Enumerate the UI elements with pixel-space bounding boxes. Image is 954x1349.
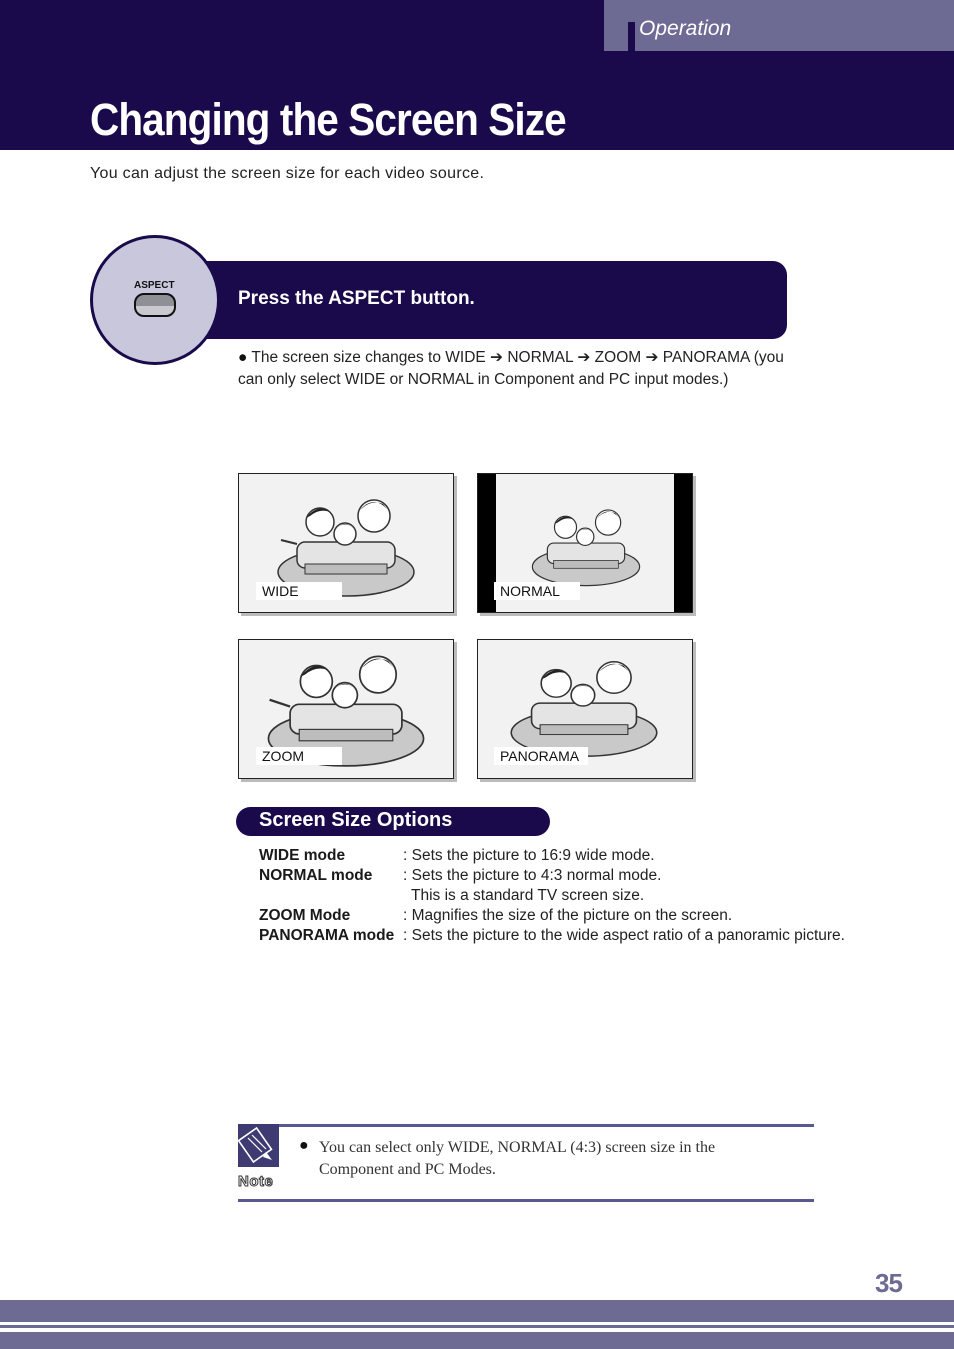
option-row [259, 907, 732, 925]
option-desc: : Sets the picture to 16:9 wide mode. [403, 847, 655, 864]
option-mode: ZOOM Mode [259, 907, 351, 924]
option-desc: : Sets the picture to 4:3 normal mode. [403, 867, 662, 884]
section-tab-marker [628, 22, 635, 51]
note-text [299, 1137, 769, 1181]
option-mode: NORMAL mode [259, 867, 373, 884]
thumbnail-label: ZOOM [256, 747, 342, 765]
option-row [259, 867, 661, 885]
page-title: Changing the Screen Size [90, 94, 566, 145]
option-row [259, 927, 845, 945]
thumbnail-label: WIDE [256, 582, 342, 600]
thumbnail-normal [477, 473, 693, 613]
bullet-icon: ● [299, 1137, 309, 1154]
option-desc: This is a standard TV screen size. [411, 887, 645, 904]
thumbnail-wide [238, 473, 454, 613]
option-desc: : Sets the picture to the wide aspect ratio of a panoramic picture. [403, 927, 845, 944]
note-label: Note [238, 1173, 274, 1190]
intro-text: You can adjust the screen size for each video source. [90, 165, 485, 182]
thumbnail-panorama [477, 639, 693, 779]
note-icon-box [238, 1124, 279, 1167]
note-rule-top [238, 1124, 814, 1127]
option-row [259, 847, 655, 865]
section-label: Operation [639, 17, 732, 40]
thumbnail-label: NORMAL [494, 582, 580, 600]
thumbnail-zoom [238, 639, 454, 779]
page-number: 35 [875, 1268, 902, 1298]
step-note-text: The screen size changes to WIDE ➔ NORMAL ➔ ZOOM ➔ PANORAMA (you can only select WIDE or NORMAL in Component and PC input modes.) [238, 349, 784, 388]
step-instruction: Press the ASPECT button. [238, 288, 475, 309]
footer-band [0, 1300, 954, 1322]
aspect-button-icon [134, 293, 176, 317]
options-title: Screen Size Options [259, 809, 453, 831]
option-mode: PANORAMA mode [259, 927, 395, 944]
note-body: You can select only WIDE, NORMAL (4:3) screen size in the Component and PC Modes. [319, 1139, 716, 1178]
thumbnail-label: PANORAMA [494, 747, 588, 765]
step-note [238, 347, 808, 391]
option-row [259, 887, 644, 905]
footer-rule [0, 1325, 954, 1328]
footer-band [0, 1332, 954, 1349]
option-mode: WIDE mode [259, 847, 346, 864]
bullet-icon: ● [238, 349, 248, 366]
aspect-button-label: ASPECT [134, 280, 175, 291]
option-desc: : Magnifies the size of the picture on the screen. [403, 907, 733, 924]
pillarbox-right [674, 474, 692, 612]
note-rule-bottom [238, 1199, 814, 1202]
pencil-icon [238, 1124, 279, 1167]
